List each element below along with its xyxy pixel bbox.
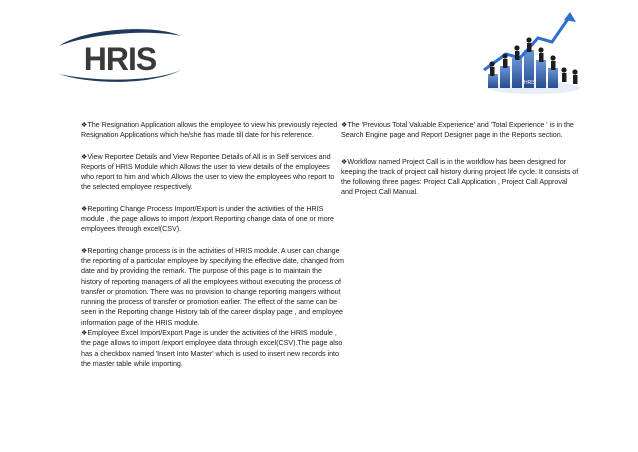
paragraph-experience-fields: ❖The 'Previous Total Valuable Experience' and 'Total Experience ' is in the Search Engine page and Report Designer page in the Reports section. <box>341 120 574 140</box>
bar-3 <box>512 58 522 88</box>
paragraph-employee-excel-import: ❖Employee Excel Import/Export Page is under the activities of the HRIS module , the page allows to import /export employee data through excel(CSV).The page also has a checkbox named 'Insert Into Master' which is used to insert new records into the master table while importing. <box>81 328 343 368</box>
paragraph-resignation: ❖The Resignation Application allows the employee to view his previously rejected Resignation Applications which he/she has made till date for his reference. <box>81 120 338 140</box>
hris-logo <box>55 24 185 86</box>
business-growth-illustration <box>482 8 582 96</box>
logo-text: HRIS <box>83 41 157 77</box>
paragraph-reportee-details: ❖View Reportee Details and View Reportee Details of All is in Self services and Reports of HRIS Module which Allows the user to view details of the employees who report to him and which Allows the user to view the employees who report to the selected employee respectively. <box>81 151 335 192</box>
paragraph-reporting-change-process: ❖Reporting change process is in the activities of HRIS module. A user can change the reporting of a particular employee by specifying the effective date, changed from date and by providing the remark. The purpose of this page is to maintain the history of reporting managers of all the employees without executing the process of transfer or promotion. There was no provision to change reporting mangers without running the process of transfer or promotion earlier. The effect of the same can be seen in the Reporting change History tab of the career display page , and employee information page of the HRIS module. <box>81 245 344 327</box>
bar-5 <box>536 60 546 88</box>
left-column <box>81 120 344 380</box>
paragraph-reporting-import-export: ❖Reporting Change Process Import/Export is under the activities of the HRIS module , the page allows to import /export Reporting change data of one or more employees through excel(CSV). <box>81 203 334 234</box>
bar-6 <box>548 68 558 88</box>
bar-2 <box>500 66 510 88</box>
right-column <box>341 120 579 209</box>
hero-badge: HRIS <box>524 80 536 86</box>
paragraph-project-call-workflow: ❖Workflow named Project Call is in the workflow has been designed for keeping the track of project call history during project life cycle. It consists of the following three pages: Project Call Application , Project Call Approval and Project Call Manual. <box>341 156 579 197</box>
bar-1 <box>488 74 498 88</box>
